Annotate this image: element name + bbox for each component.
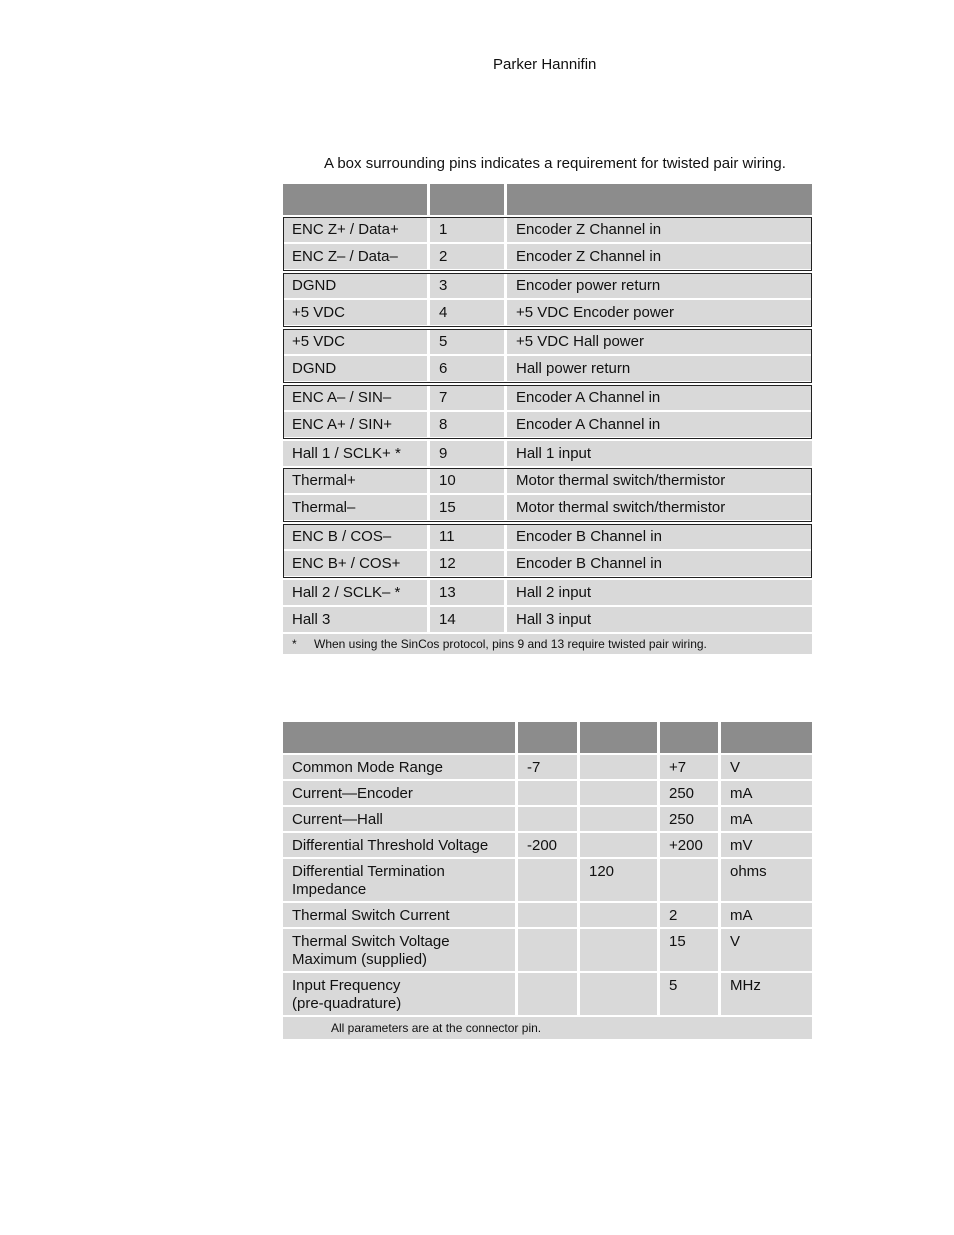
spec-row: [283, 859, 812, 903]
pin-row: [283, 441, 812, 468]
description-cell: Hall 3 input: [507, 607, 812, 634]
pin-row: [283, 244, 812, 271]
pin-table: [283, 184, 812, 654]
signal-cell: Thermal–: [283, 495, 430, 522]
description-cell: Encoder Z Channel in: [507, 217, 812, 244]
description-cell: Encoder A Channel in: [507, 385, 812, 412]
signal-cell: Thermal+: [283, 468, 430, 495]
description-cell: +5 VDC Encoder power: [507, 300, 812, 327]
twisted-pair-group: [283, 273, 812, 327]
pin-row: [283, 412, 812, 439]
spec-table: [283, 722, 812, 1039]
signal-cell: DGND: [283, 356, 430, 383]
pin-cell: 12: [430, 551, 507, 578]
parameter-cell: Differential Threshold Voltage: [283, 833, 518, 859]
twisted-pair-group: [283, 385, 812, 439]
parameter-cell: Input Frequency (pre-quadrature): [283, 973, 518, 1017]
parameter-cell: Thermal Switch Voltage Maximum (supplied): [283, 929, 518, 973]
max-cell: +7: [660, 755, 721, 781]
header-cell: [660, 722, 721, 755]
pin-cell: 3: [430, 273, 507, 300]
max-cell: 5: [660, 973, 721, 1017]
header-cell: [430, 184, 507, 217]
pin-cell: 7: [430, 385, 507, 412]
pin-table-header: [283, 184, 812, 217]
unit-cell: mA: [721, 903, 812, 929]
footnote-marker: *: [292, 637, 297, 651]
pin-cell: 10: [430, 468, 507, 495]
unit-cell: MHz: [721, 973, 812, 1017]
signal-cell: Hall 3: [283, 607, 430, 634]
pin-row: [283, 524, 812, 551]
description-cell: +5 VDC Hall power: [507, 329, 812, 356]
signal-cell: ENC Z– / Data–: [283, 244, 430, 271]
spec-row: [283, 973, 812, 1017]
unit-cell: mA: [721, 807, 812, 833]
description-cell: Encoder B Channel in: [507, 551, 812, 578]
typ-cell: [580, 833, 660, 859]
spec-table-footnote: All parameters are at the connector pin.: [283, 1017, 812, 1039]
pin-cell: 4: [430, 300, 507, 327]
parameter-cell: Current—Encoder: [283, 781, 518, 807]
twisted-pair-group: [283, 217, 812, 271]
page-header: Parker Hannifin: [493, 56, 597, 73]
twisted-pair-group: [283, 329, 812, 383]
pin-group: [283, 441, 812, 468]
unit-cell: ohms: [721, 859, 812, 903]
typ-cell: [580, 807, 660, 833]
parameter-cell: Current—Hall: [283, 807, 518, 833]
spec-row: [283, 755, 812, 781]
min-cell: [518, 973, 580, 1017]
signal-cell: +5 VDC: [283, 329, 430, 356]
max-cell: 250: [660, 781, 721, 807]
pin-row: [283, 468, 812, 495]
max-cell: 2: [660, 903, 721, 929]
min-cell: -200: [518, 833, 580, 859]
pin-cell: 8: [430, 412, 507, 439]
min-cell: [518, 859, 580, 903]
description-cell: Hall 2 input: [507, 580, 812, 607]
pin-row: [283, 300, 812, 327]
unit-cell: V: [721, 755, 812, 781]
pin-cell: 2: [430, 244, 507, 271]
signal-cell: ENC Z+ / Data+: [283, 217, 430, 244]
header-cell: [507, 184, 812, 217]
signal-cell: ENC B / COS–: [283, 524, 430, 551]
spec-rows: [283, 755, 812, 1017]
pin-cell: 15: [430, 495, 507, 522]
max-cell: 15: [660, 929, 721, 973]
pin-cell: 9: [430, 441, 507, 468]
footnote-text: When using the SinCos protocol, pins 9 and 13 require twisted pair wiring.: [314, 637, 707, 651]
pin-row: [283, 385, 812, 412]
signal-cell: +5 VDC: [283, 300, 430, 327]
pin-groups: [283, 217, 812, 634]
min-cell: [518, 807, 580, 833]
pin-group: [283, 580, 812, 634]
pin-cell: 1: [430, 217, 507, 244]
spec-table-header: [283, 722, 812, 755]
parameter-cell: Differential Termination Impedance: [283, 859, 518, 903]
twisted-pair-note: A box surrounding pins indicates a requirement for twisted pair wiring.: [324, 155, 786, 172]
twisted-pair-group: [283, 468, 812, 522]
description-cell: Encoder B Channel in: [507, 524, 812, 551]
min-cell: [518, 929, 580, 973]
pin-cell: 5: [430, 329, 507, 356]
description-cell: Encoder power return: [507, 273, 812, 300]
pin-cell: 14: [430, 607, 507, 634]
pin-row: [283, 607, 812, 634]
pin-row: [283, 495, 812, 522]
pin-row: [283, 217, 812, 244]
header-cell: [283, 184, 430, 217]
unit-cell: V: [721, 929, 812, 973]
pin-table-footnote: [283, 634, 812, 654]
header-cell: [283, 722, 518, 755]
min-cell: -7: [518, 755, 580, 781]
spec-row: [283, 929, 812, 973]
parameter-cell: Thermal Switch Current: [283, 903, 518, 929]
typ-cell: [580, 755, 660, 781]
header-cell: [580, 722, 660, 755]
unit-cell: mA: [721, 781, 812, 807]
pin-row: [283, 356, 812, 383]
parameter-cell: Common Mode Range: [283, 755, 518, 781]
max-cell: [660, 859, 721, 903]
twisted-pair-group: [283, 524, 812, 578]
signal-cell: Hall 1 / SCLK+ *: [283, 441, 430, 468]
min-cell: [518, 903, 580, 929]
typ-cell: [580, 903, 660, 929]
spec-row: [283, 833, 812, 859]
max-cell: +200: [660, 833, 721, 859]
typ-cell: [580, 973, 660, 1017]
signal-cell: ENC A+ / SIN+: [283, 412, 430, 439]
typ-cell: 120: [580, 859, 660, 903]
min-cell: [518, 781, 580, 807]
signal-cell: DGND: [283, 273, 430, 300]
header-cell: [518, 722, 580, 755]
spec-row: [283, 903, 812, 929]
pin-row: [283, 580, 812, 607]
description-cell: Encoder Z Channel in: [507, 244, 812, 271]
description-cell: Encoder A Channel in: [507, 412, 812, 439]
header-cell: [721, 722, 812, 755]
max-cell: 250: [660, 807, 721, 833]
pin-row: [283, 551, 812, 578]
description-cell: Motor thermal switch/thermistor: [507, 468, 812, 495]
signal-cell: ENC A– / SIN–: [283, 385, 430, 412]
signal-cell: Hall 2 / SCLK– *: [283, 580, 430, 607]
pin-row: [283, 329, 812, 356]
unit-cell: mV: [721, 833, 812, 859]
pin-row: [283, 273, 812, 300]
pin-cell: 11: [430, 524, 507, 551]
typ-cell: [580, 929, 660, 973]
typ-cell: [580, 781, 660, 807]
pin-cell: 6: [430, 356, 507, 383]
signal-cell: ENC B+ / COS+: [283, 551, 430, 578]
spec-row: [283, 781, 812, 807]
description-cell: Motor thermal switch/thermistor: [507, 495, 812, 522]
description-cell: Hall power return: [507, 356, 812, 383]
pin-cell: 13: [430, 580, 507, 607]
spec-row: [283, 807, 812, 833]
description-cell: Hall 1 input: [507, 441, 812, 468]
